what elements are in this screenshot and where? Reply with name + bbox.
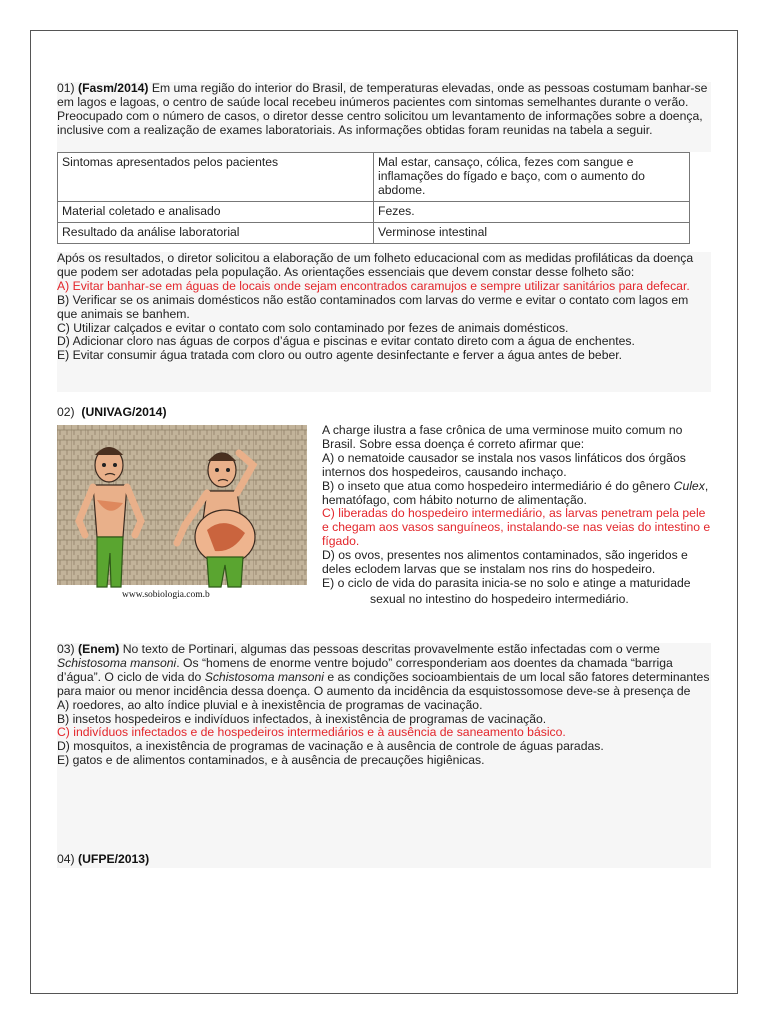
question-3-option-d: D) mosquitos, a inexistência de programas de vacinação e à ausência de controle de águas paradas.: [57, 739, 604, 754]
table-cell-label: Resultado da análise laboratorial: [58, 222, 374, 243]
question-3-number: 03): [57, 642, 75, 656]
question-3-statement: [57, 643, 711, 699]
question-1-option-c: C) Utilizar calçados e evitar o contato com solo contaminado por fezes de animais domésticos.: [57, 320, 569, 335]
table-row: [58, 153, 690, 202]
question-2-option-b-text-end: , hematófago, com hábito noturno de alimentação.: [322, 478, 709, 507]
question-3-option-e: E) gatos e de alimentos contaminados, e à ausência de precauções higiênicas.: [57, 753, 485, 768]
cartoon-image: [57, 425, 307, 601]
table-cell-label: Material coletado e analisado: [58, 201, 374, 222]
question-3-option-a: A) roedores, ao alto índice pluvial e à inexistência de programas de vacinação.: [57, 697, 483, 712]
question-1-prompt: Após os resultados, o diretor solicitou a elaboração de um folheto educacional com as medidas profiláticas da doença que podem ser adotadas pela população. As orientações essenciais que devem constar desse folheto são:: [57, 251, 694, 279]
question-2-source: (UNIVAG/2014): [81, 405, 167, 419]
question-1-number: 01): [57, 81, 75, 95]
table-row: [58, 201, 690, 222]
question-1-table: [57, 152, 690, 244]
question-3-species-1: Schistosoma mansoni: [57, 655, 177, 670]
question-3: [57, 643, 711, 868]
question-2-option-d: D) os ovos, presentes nos alimentos contaminados, são ingeridos e deles eclodem larvas que se instalam nos rins do hospedeiro.: [322, 548, 688, 577]
question-1-body: [57, 252, 711, 392]
question-1-option-e: E) Evitar consumir água tratada com cloro ou outro agente desinfectante e ferver a água antes de beber.: [57, 348, 623, 363]
question-1-option-b: B) Verificar se os animais domésticos não estão contaminados com larvas do verme e evitar o contato com lagos em que animais se banhem.: [57, 292, 689, 321]
question-2-option-b: [322, 480, 711, 508]
question-3-source: (Enem): [78, 642, 120, 656]
question-3-option-c: C) indivíduos infectados e de hospedeiros intermediários e à ausência de saneamento básico.: [57, 725, 566, 740]
question-2-option-b-text: B) o inseto que atua como hospedeiro intermediário é do gênero: [322, 478, 674, 493]
question-1-option-a: A) Evitar banhar-se em águas de locais onde sejam encontrados caramujos e sempre utilizar sanitários para defecar.: [57, 278, 690, 293]
question-4-number: 04): [57, 852, 75, 866]
question-4-source: (UFPE/2013): [78, 852, 150, 866]
question-2-option-b-genus: Culex: [673, 478, 705, 493]
question-1-intro: [57, 82, 711, 152]
question-3-option-b: B) insetos hospedeiros e indivíduos infectados, à inexistência de programas de vacinação.: [57, 711, 547, 726]
table-cell-label: Sintomas apresentados pelos pacientes: [58, 153, 374, 202]
table-cell-value: Verminose intestinal: [374, 222, 690, 243]
cartoon-background: [57, 425, 307, 601]
question-2-option-e-continuation: sexual no intestino do hospedeiro intermediário.: [370, 591, 629, 606]
question-4-heading: [57, 853, 711, 867]
question-3-text-2: . Os “homens de enorme ventre bojudo” corresponderiam aos doentes da chamada “barriga d’água”. O ciclo de vida do: [57, 655, 673, 684]
question-2-option-a: A) o nematoide causador se instala nos vasos linfáticos dos órgãos internos dos hospedeiros, causando inchaço.: [322, 450, 686, 479]
table-row: [58, 222, 690, 243]
question-3-text-1: No texto de Portinari, algumas das pessoas descritas provavelmente estão infectadas com o verme: [119, 642, 660, 656]
cartoon-caption: www.sobiologia.com.b: [122, 590, 210, 600]
question-2-prompt: A charge ilustra a fase crônica de uma verminose muito comum no Brasil. Sobre essa doença é correto afirmar que:: [322, 423, 683, 451]
question-1-statement: Em uma região do interior do Brasil, de temperaturas elevadas, onde as pessoas costumam banhar-se em lagos e lagoas, o centro de saúde local recebeu inúmeros pacientes com sintomas semelhantes durante o verão. Preocupado com o número de casos, o diretor desse centro solicitou um levantamento de informações sobre a doença, inclusive com a realização de exames laboratoriais. As informações obtidas foram reunidas na tabela a seguir.: [57, 81, 708, 137]
question-2-option-e: E) o ciclo de vida do parasita inicia-se no solo e atinge a maturidade: [322, 575, 691, 590]
question-2-number: 02): [57, 405, 75, 419]
table-cell-value: Fezes.: [374, 201, 690, 222]
question-1-source: (Fasm/2014): [78, 81, 149, 95]
question-3-text-3: e as condições socioambientais de um local são fatores determinantes para maior ou menor incidência dessa doença. O aumento da incidência da esquistossomose deve-se à presença de: [57, 669, 710, 698]
question-1-option-d: D) Adicionar cloro nas águas de corpos d’água e piscinas e evitar contato direto com a água de enchentes.: [57, 334, 635, 349]
question-2-heading: [57, 406, 711, 420]
question-3-species-2: Schistosoma mansoni: [204, 669, 324, 684]
question-2-option-c: C) liberadas do hospedeiro intermediário, as larvas penetram pela pele e chegam aos vasos sanguíneos, instalando-se nas veias do intestino e fígado.: [322, 506, 711, 549]
table-cell-value: Mal estar, cansaço, cólica, fezes com sangue e inflamações do fígado e baço, com o aumento do abdome.: [374, 153, 690, 202]
question-2-body: [322, 424, 711, 624]
